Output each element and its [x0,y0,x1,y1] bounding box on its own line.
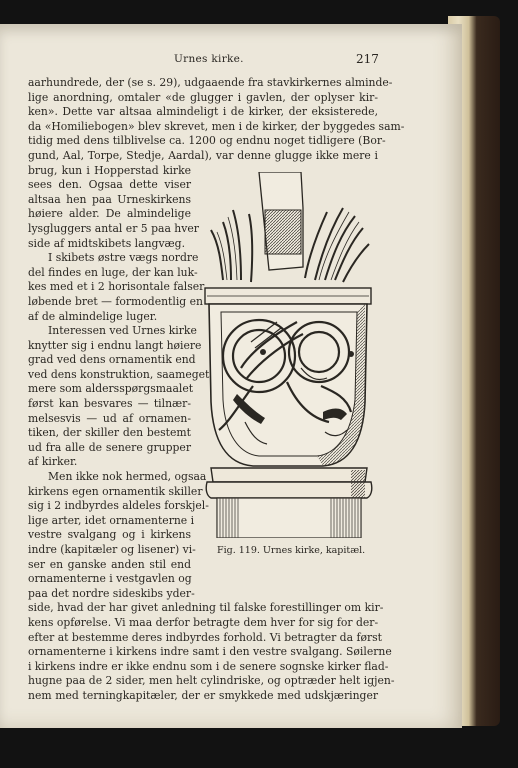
text-line: del findes en luge, der kan luk- [28,265,198,279]
text-line: grad ved dens ornamentik end [28,353,196,367]
text-line: sees den. Ogsaa dette viser [28,178,191,192]
text-line: Men ikke nok hermed, ogsaa [48,470,207,484]
text-line: nem med terningkapitæler, der er smykkede med udskjæringer [28,688,378,702]
text-line: ornamenterne i vestgavlen og [28,572,192,586]
text-line: ud fra alle de senere grupper [28,440,191,454]
text-line: indre (kapitæler og lisener) vi- [28,543,196,556]
text-line: ser en ganske anden stil end [28,557,191,571]
text-line: ornamenterne i kirkens indre samt i den vestre svalgang. Søilerne [28,645,392,659]
text-line: tidig med dens tilblivelse ca. 1200 og endnu noget tidligere (Bor- [28,134,386,148]
text-line: af kirker. [28,455,78,469]
text-line: høiere alder. De almindelige [28,207,191,221]
running-head [0,53,462,69]
text-line: hugne paa de 2 sider, men helt cylindriske, og optræder helt igjen- [28,674,395,688]
text-line: først kan besvares — tilnær- [28,397,191,411]
text-line: altsaa hen paa Urneskirkens [28,192,191,206]
figure-caption: Fig. 119. Urnes kirke, kapitæl. [217,545,366,556]
text-line: side af midtskibets langvæg. [28,236,186,250]
text-line: kens opførelse. Vi maa derfor betragte dem hver for sig for der- [28,615,379,629]
text-line: af de almindelige luger. [28,309,158,323]
text-line: I skibets østre vægs nordre [48,251,199,265]
text-line: melsesvis — ud af ornamen- [28,411,191,425]
capital-illustration [201,172,377,538]
text-line: gund, Aal, Torpe, Stedje, Aardal), var denne glugge ikke mere i [28,148,378,162]
text-line: knytter sig i endnu langt høiere [28,338,202,352]
text-line: i kirkens indre er ikke endnu som i de senere sognske kirker flad- [28,659,389,673]
text-line: løbende bret — formodentlig en [28,294,203,308]
page-number: 217 [356,52,379,66]
text-line: kirkens egen ornamentik skiller [28,484,203,498]
running-head-title: Urnes kirke. [174,53,244,65]
text-line: brug, kun i Hopperstad kirke [28,163,191,177]
text-line: mere som aldersspørgsmaalet [28,382,194,396]
text-line: efter at bestemme deres indbyrdes forhold. Vi betragter da først [28,630,382,644]
text-line: lige arter, idet ornamenterne i [28,513,195,527]
text-line: ken». Dette var altsaa almindeligt i de kirker, der eksisterede, [28,105,378,119]
text-line: side, hvad der har givet anledning til falske forestillinger om kir- [28,601,384,615]
text-line: paa det nordre sideskibs yder- [28,586,195,600]
text-line: tiken, der skiller den bestemt [28,426,191,440]
text-line: lige anordning, omtaler «de glugger i gavlen, der oplyser kir- [28,90,378,104]
text-line: ved dens konstruktion, saameget [28,367,210,381]
text-line: da «Homiliebogen» blev skrevet, men i de kirker, der byggedes sam- [28,119,405,133]
text-line: aarhundrede, der (se s. 29), udgaaende fra stavkirkernes alminde- [28,76,393,89]
capital-drawing [201,172,377,538]
text-line: kes med et i 2 horisontale falser [28,280,205,294]
text-line: vestre svalgang og i kirkens [28,528,191,542]
text-line: sig i 2 indbyrdes aldeles forskjel- [28,499,209,513]
text-line: Interessen ved Urnes kirke [48,324,197,338]
text-line: lysgluggers antal er 5 paa hver [28,221,199,235]
